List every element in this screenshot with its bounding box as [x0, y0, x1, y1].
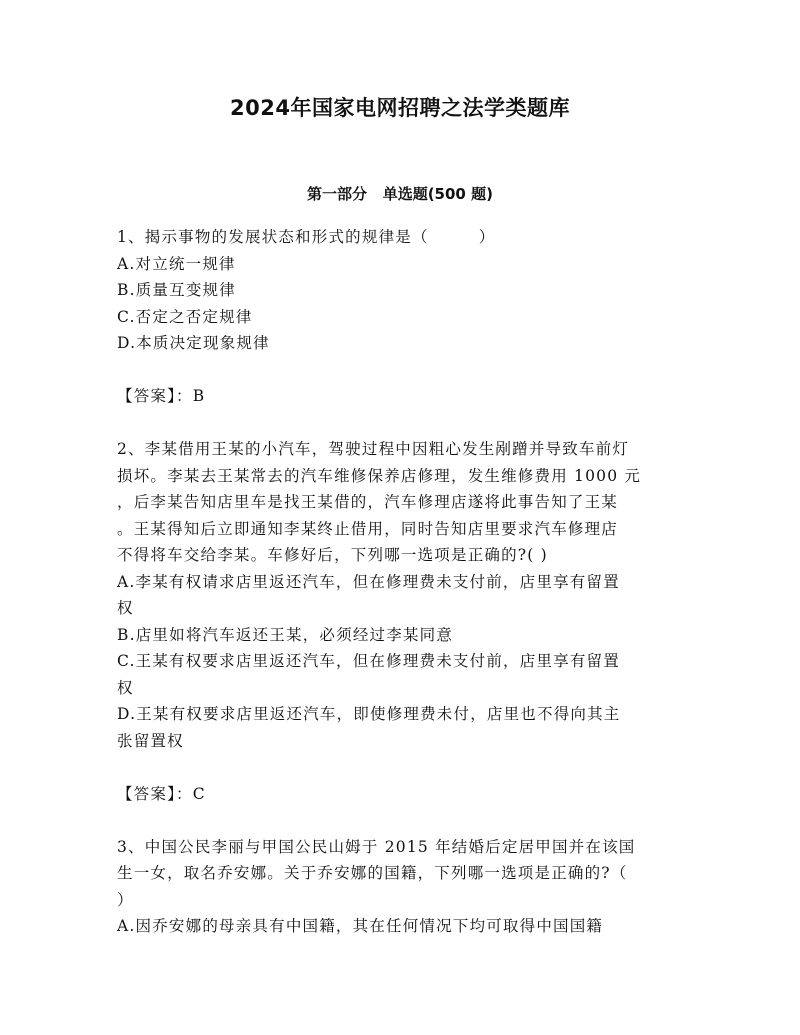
answer-line: [117, 383, 677, 410]
option-a: A.李某有权请求店里返还汽车，但在修理费未支付前，店里享有留置: [117, 572, 620, 591]
option-c: C.否定之否定规律: [117, 307, 253, 326]
question-stem-line: 3、中国公民李丽与甲国公民山姆于 2015 年结婚后定居甲国并在该国: [117, 837, 636, 856]
question-list: [117, 224, 677, 940]
spacer: [117, 410, 677, 437]
answer-value: C: [192, 784, 206, 803]
option-a: A.对立统一规律: [117, 254, 236, 273]
option-d-continued: 张留置权: [117, 731, 184, 750]
question-stem-line: ，后李某告知店里车是找王某借的，汽车修理店遂将此事告知了王某: [117, 493, 619, 511]
option-b: B.店里如将汽车返还王某，必须经过李某同意: [117, 625, 454, 644]
option-a: A.因乔安娜的母亲具有中国籍，其在任何情况下均可取得中国国籍: [117, 917, 604, 935]
spacer: [117, 754, 677, 781]
spacer: [117, 807, 677, 834]
question-stem-line: 不得将车交给李某。车修好后，下列哪一选项是正确的?( ): [117, 546, 548, 564]
answer-label: 【答案】：: [117, 784, 193, 803]
question-1: [117, 224, 677, 436]
spacer: [117, 357, 677, 384]
answer-line: [117, 781, 677, 808]
question-stem-line: ）: [117, 890, 134, 909]
question-stem-line: 损坏。李某去王某常去的汽车维修保养店修理，发生维修费用 1000 元: [117, 466, 642, 485]
question-3: [117, 834, 677, 940]
question-2: [117, 436, 677, 834]
question-stem-line: 2、李某借用王某的小汽车，驾驶过程中因粗心发生剐蹭并导致车前灯: [117, 440, 630, 458]
question-stem-line: 生一女，取名乔安娜。关于乔安娜的国籍，下列哪一选项是正确的?（: [117, 864, 628, 882]
option-b: B.质量互变规律: [117, 281, 236, 299]
option-c: C.王某有权要求店里返还汽车，但在修理费未支付前，店里享有留置: [117, 652, 620, 670]
option-c-continued: 权: [117, 678, 134, 697]
answer-label: 【答案】：: [117, 387, 193, 405]
section-title: 第一部分 单选题(500 题): [307, 185, 493, 203]
option-d: D.王某有权要求店里返还汽车，即使修理费未付，店里也不得向其主: [117, 705, 621, 723]
option-a-continued: 权: [117, 599, 134, 617]
document-title: 2024年国家电网招聘之法学类题库: [230, 96, 570, 120]
answer-value: B: [192, 387, 206, 405]
question-stem-line: 。王某得知后立即通知李某终止借用，同时告知店里要求汽车修理店: [117, 519, 619, 538]
question-stem: 1、揭示事物的发展状态和形式的规律是（ ）: [117, 228, 496, 246]
option-d: D.本质决定现象规律: [117, 334, 270, 352]
